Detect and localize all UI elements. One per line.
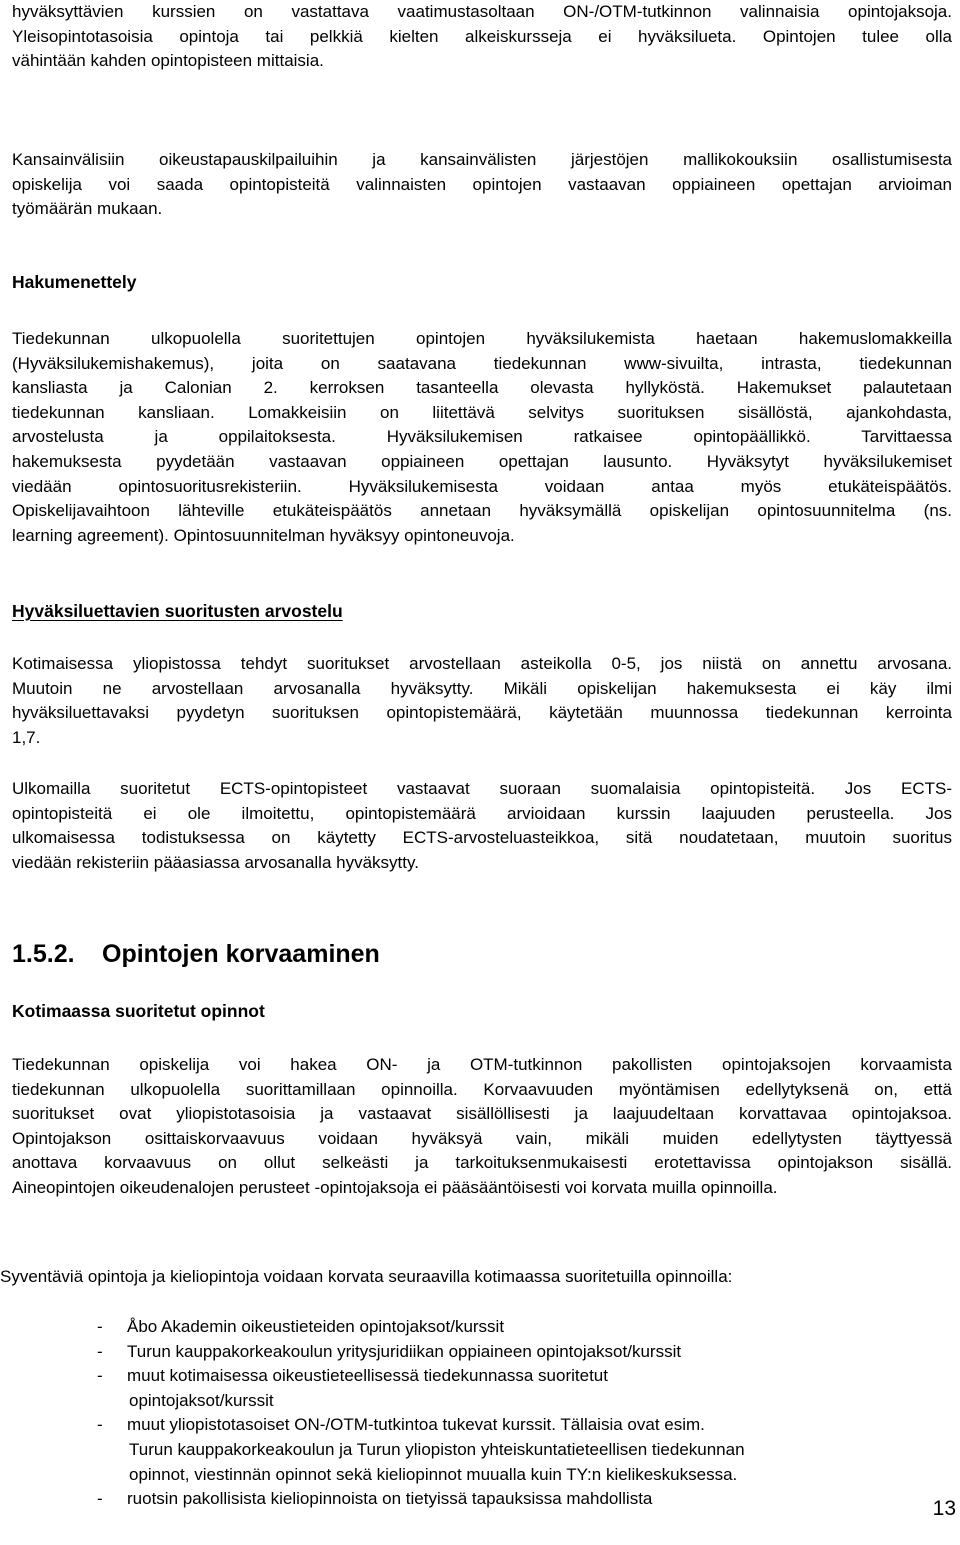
text-line: viedään rekisteriin pääasiassa arvosanalla hyväksytty. <box>12 852 419 872</box>
text-line: opiskelija voi saada opintopisteitä valinnaisten opintojen vastaavan oppiaineen opettajan arvioiman <box>12 174 952 194</box>
list-item-text: Turun kauppakorkeakoulun ja Turun yliopiston yhteiskuntatieteellisen tiedekunnan <box>129 1439 745 1459</box>
paragraph-syventava <box>0 1265 958 1290</box>
list-item-text: Åbo Akademin oikeustieteiden opintojaksot/kurssit <box>127 1317 505 1336</box>
list-item <box>0 1340 745 1365</box>
dash-bullet: - <box>97 1366 103 1386</box>
text-line: Aineopintojen oikeudenalojen perusteet -opintojaksoja ei pääsääntöisesti voi korvata muilla opinnoilla. <box>12 1177 778 1197</box>
dash-bullet: - <box>97 1489 103 1509</box>
list-item-text: muut kotimaisessa oikeustieteellisessä tiedekunnassa suoritetut <box>127 1366 608 1386</box>
text-line: Tiedekunnan ulkopuolella suoritettujen opintojen hyväksilukemista haetaan hakemuslomakkeilla <box>12 329 952 348</box>
text-line: tiedekunnan ulkopuolella suorittamillaan opinnoilla. Korvaavuuden myöntämisen edellytyksenä on, että <box>12 1079 952 1099</box>
text-line: viedään opintosuoritusrekisteriin. Hyväksilukemisesta voidaan antaa myös etukäteispäätös. <box>12 476 952 496</box>
list-item-text: opinnot, viestinnän opinnot sekä kieliopinnot muualla kuin TY:n kielikeskuksessa. <box>129 1464 738 1484</box>
text-line: Yleisopintotasoisia opintoja tai pelkkiä kielten alkeiskursseja ei hyväksilueta. Opintojen tulee olla <box>12 26 952 46</box>
list-item <box>0 1315 745 1340</box>
text-line: Tiedekunnan opiskelija voi hakea ON- ja OTM-tutkinnon pakollisten opintojaksojen korvaamista <box>12 1055 952 1074</box>
text-line: ulkomaisessa todistuksessa on käytetty ECTS-arvosteluasteikkoa, sitä noudatetaan, muutoin suoritus <box>12 828 952 848</box>
paragraph-kotimaassa <box>12 1053 952 1201</box>
paragraph-arvostelu-2 <box>12 777 952 875</box>
text-line: Kansainvälisiin oikeustapauskilpailuihin ja kansainvälisten järjestöjen mallikokouksiin osallistumisesta <box>12 150 952 169</box>
text-line: (Hyväksilukemishakemus), joita on saatavana tiedekunnan www-sivuilta, intrasta, tiedekunnan <box>12 353 952 373</box>
section-number: 1.5.2. <box>12 940 75 968</box>
dash-bullet: - <box>97 1317 103 1336</box>
list-item-text: ruotsin pakollisista kieliopinnoista on tietyissä tapauksissa mahdollista <box>127 1489 653 1509</box>
text-line: Syventäviä opintoja ja kieliopintoja voidaan korvata seuraavilla kotimaassa suoritetuilla opinnoilla: <box>0 1267 733 1286</box>
text-line: Opintojakson osittaiskorvaavuus voidaan hyväksyä vain, mikäli muiden edellytysten täyttyessä <box>12 1128 952 1148</box>
list-item-text: Turun kauppakorkeakoulun yritysjuridiikan oppiaineen opintojaksot/kurssit <box>127 1341 682 1361</box>
heading-arvostelu: Hyväksiluettavien suoritusten arvostelu <box>12 601 343 621</box>
replacement-list <box>0 1315 745 1512</box>
section-heading <box>12 940 380 969</box>
text-line: tiedekunnan kansliaan. Lomakkeisiin on liitettävä selvitys suorituksen sisällöstä, ajankohdasta, <box>12 402 952 422</box>
text-line: Ulkomailla suoritetut ECTS-opintopisteet vastaavat suoraan suomalaisia opintopisteitä. Jos ECTS- <box>12 779 952 798</box>
text-line: 1,7. <box>12 727 41 747</box>
page-number: 13 <box>932 1497 956 1520</box>
dash-bullet: - <box>97 1415 103 1435</box>
paragraph-arvostelu-1 <box>12 652 952 750</box>
section-title: Opintojen korvaaminen <box>102 940 380 968</box>
text-line: anottava korvaavuus on ollut selkeästi ja tarkoituksenmukaisesti erotettavissa opintojakson sisällä. <box>12 1153 952 1173</box>
text-line: Kotimaisessa yliopistossa tehdyt suoritukset arvostellaan asteikolla 0-5, jos niistä on annettu arvosana. <box>12 654 952 673</box>
text-line: opintopisteitä ei ole ilmoitettu, opintopistemäärä arvioidaan kurssin laajuuden perusteella. Jos <box>12 803 952 823</box>
heading-kotimaassa: Kotimaassa suoritetut opinnot <box>12 1001 265 1021</box>
text-line: kansliasta ja Calonian 2. kerroksen tasanteella olevasta hyllyköstä. Hakemukset palautetaan <box>12 378 952 398</box>
paragraph-hakumenettely <box>12 327 952 548</box>
heading-hakumenettely: Hakumenettely <box>12 272 137 292</box>
paragraph-intro <box>12 0 952 74</box>
text-line: työmäärän mukaan. <box>12 199 163 219</box>
text-line: Opiskelijavaihtoon lähteville etukäteispäätös annetaan hyväksymällä opiskelijan opintosuunnitelma (ns. <box>12 501 952 521</box>
list-item-text: opintojaksot/kurssit <box>129 1390 274 1410</box>
text-line: learning agreement). Opintosuunnitelman hyväksyy opintoneuvoja. <box>12 525 515 545</box>
text-line: hyväksiluettavaksi pyydetyn suorituksen opintopistemäärä, käytetään muunnossa tiedekunnan kerrointa <box>12 703 952 723</box>
dash-bullet: - <box>97 1341 103 1361</box>
list-item <box>0 1364 745 1413</box>
list-item <box>0 1413 745 1487</box>
list-item-text: muut yliopistotasoiset ON-/OTM-tutkintoa tukevat kurssit. Tällaisia ovat esim. <box>127 1415 705 1435</box>
list-item <box>0 1487 745 1512</box>
paragraph-international <box>12 148 952 222</box>
text-line: hyväksyttävien kurssien on vastattava vaatimustasoltaan ON-/OTM-tutkinnon valinnaisia opintojaksoja. <box>12 2 952 21</box>
text-line: suoritukset ovat yliopistotasoisia ja vastaavat sisällöllisesti ja laajuudeltaan korvattavaa opintojaksoa. <box>12 1104 952 1124</box>
text-line: vähintään kahden opintopisteen mittaisia. <box>12 51 324 71</box>
text-line: Muutoin ne arvostellaan arvosanalla hyväksytty. Mikäli opiskelijan hakemuksesta ei käy ilmi <box>12 678 952 698</box>
text-line: arvostelusta ja oppilaitoksesta. Hyväksilukemisen ratkaisee opintopäällikkö. Tarvittaessa <box>12 427 952 447</box>
text-line: hakemuksesta pyydetään vastaavan oppiaineen opettajan lausunto. Hyväksytyt hyväksilukemiset <box>12 451 952 471</box>
